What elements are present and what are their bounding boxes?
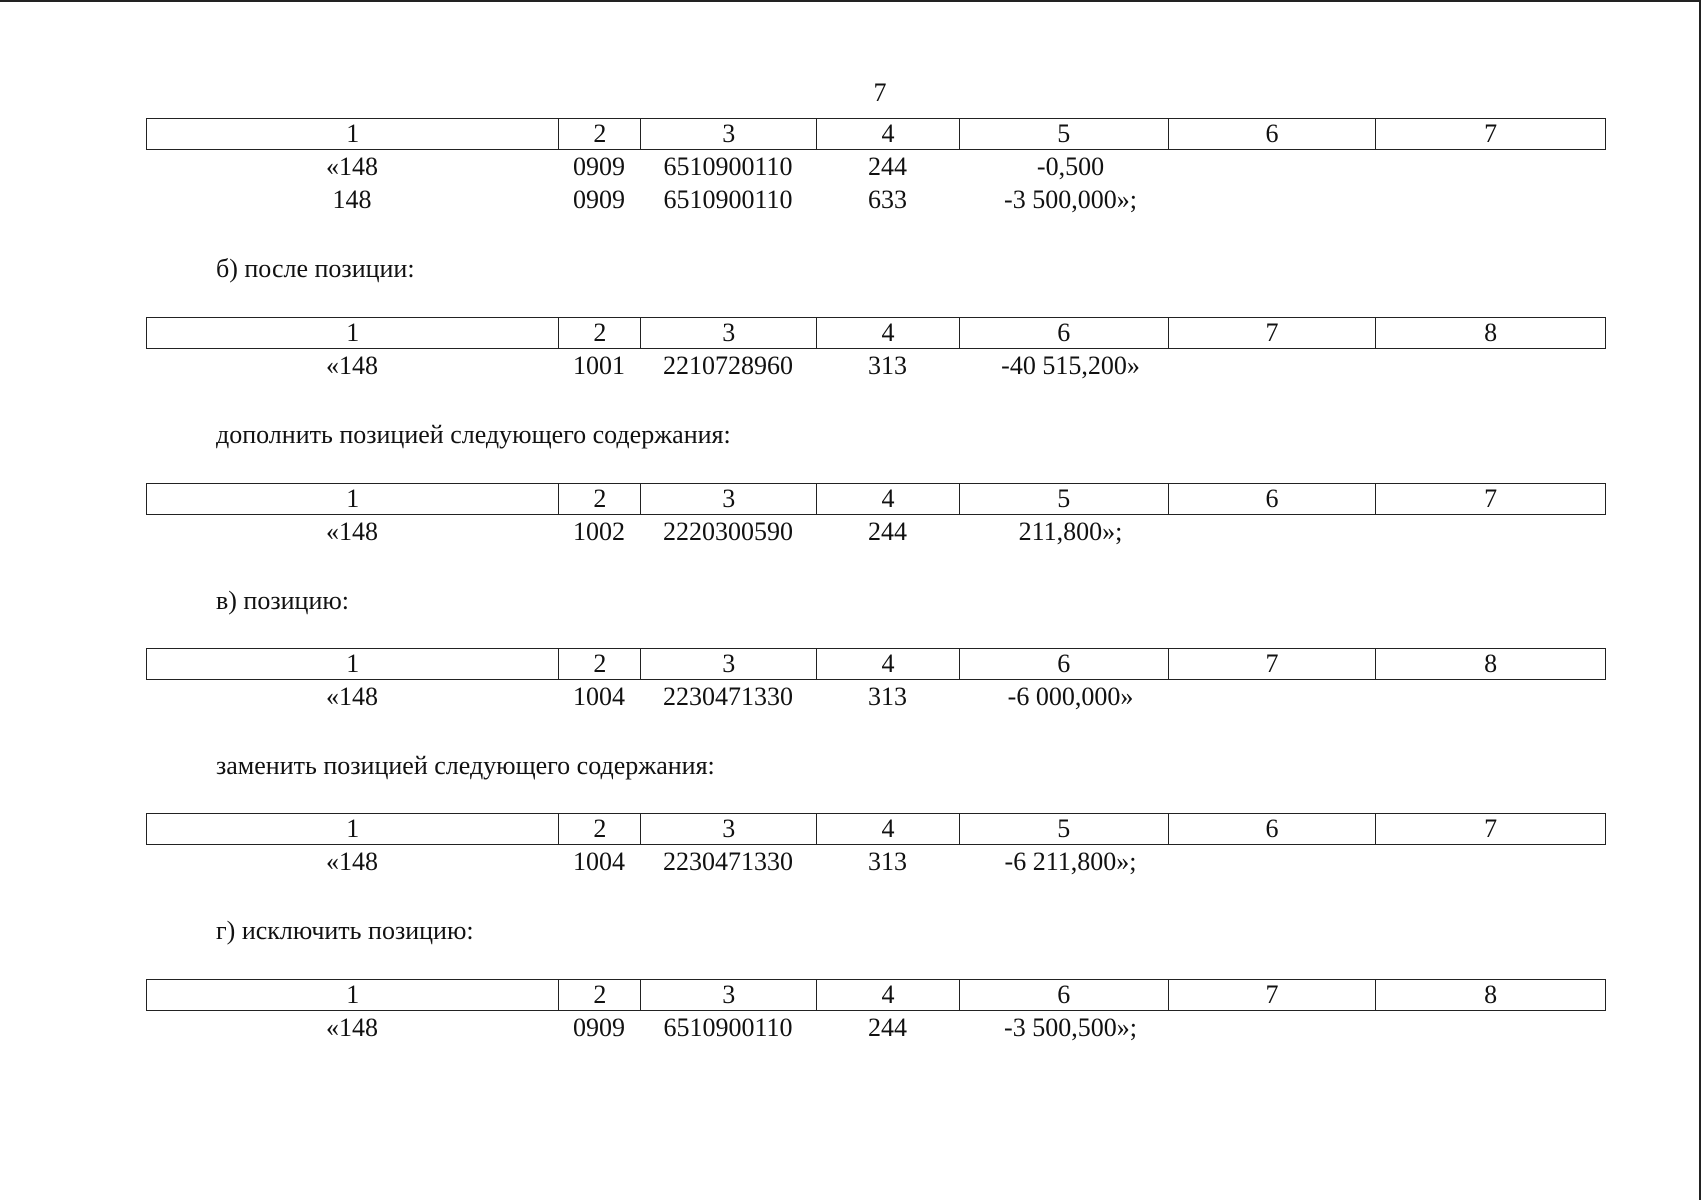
header-cell: 7: [1168, 318, 1376, 348]
paragraph: дополнить позицией следующего содержания:: [216, 420, 731, 449]
header-cell: 4: [816, 318, 959, 348]
header-cell: 1: [346, 980, 360, 1009]
header-cell: 4: [816, 980, 959, 1010]
cell: 6510900110: [663, 152, 793, 181]
header-cell: 7: [1375, 119, 1605, 149]
cell: 2210728960: [663, 351, 793, 380]
header-cell: 7: [1168, 980, 1376, 1010]
paragraph: заменить позицией следующего содержания:: [216, 751, 715, 780]
header-cell: 1: [346, 814, 360, 843]
header-cell: 2: [558, 980, 640, 1010]
header-cell: 1: [346, 649, 360, 678]
header-cell: 3: [640, 649, 816, 679]
table-2: [146, 317, 1606, 382]
table-row: [146, 183, 1606, 216]
cell: 313: [868, 351, 907, 380]
cell: 313: [868, 847, 907, 876]
table-3: [146, 483, 1606, 548]
cell: -6 211,800»;: [1004, 847, 1137, 876]
header-cell: 3: [640, 980, 816, 1010]
cell: 0909: [573, 1013, 625, 1042]
cell: -3 500,000»;: [1004, 185, 1137, 214]
table-4: [146, 648, 1606, 713]
table-header: [146, 979, 1606, 1011]
table-header: [146, 813, 1606, 845]
header-cell: 4: [816, 484, 959, 514]
header-cell: 4: [816, 814, 959, 844]
table-row: [146, 845, 1606, 878]
header-cell: 1: [346, 318, 360, 347]
paragraph: в) позицию:: [216, 586, 350, 615]
header-cell: 8: [1375, 318, 1605, 348]
header-cell: 5: [959, 119, 1168, 149]
cell: 1001: [573, 351, 625, 380]
header-cell: 3: [640, 318, 816, 348]
cell: «148: [326, 1013, 378, 1042]
table-row: [146, 150, 1606, 183]
table-6: [146, 979, 1606, 1044]
cell: 0909: [573, 185, 625, 214]
cell: 148: [332, 185, 372, 214]
header-cell: 3: [640, 484, 816, 514]
cell: 6510900110: [663, 1013, 793, 1042]
table-header: [146, 648, 1606, 680]
header-cell: 2: [558, 318, 640, 348]
cell: -6 000,000»: [1007, 682, 1134, 711]
cell: 0909: [573, 152, 625, 181]
header-cell: 7: [1168, 649, 1376, 679]
header-cell: 7: [1375, 814, 1605, 844]
cell: 2230471330: [663, 682, 793, 711]
header-cell: 1: [346, 484, 360, 513]
cell: -3 500,500»;: [1004, 1013, 1137, 1042]
header-cell: 4: [816, 649, 959, 679]
cell: «148: [326, 351, 378, 380]
header-cell: 6: [1168, 484, 1376, 514]
cell: 2230471330: [663, 847, 793, 876]
header-cell: 8: [1375, 980, 1605, 1010]
cell: 244: [868, 152, 907, 181]
header-cell: 2: [558, 649, 640, 679]
paragraph: г) исключить позицию:: [216, 916, 474, 945]
cell: «148: [326, 152, 378, 181]
cell: 1004: [573, 847, 625, 876]
table-row: [146, 680, 1606, 713]
table-5: [146, 813, 1606, 878]
cell: -0,500: [1036, 152, 1105, 181]
header-cell: 5: [959, 484, 1168, 514]
cell: 2220300590: [663, 517, 793, 546]
cell: -40 515,200»: [1001, 351, 1140, 380]
cell: 211,800»;: [1018, 517, 1123, 546]
header-cell: 6: [959, 318, 1168, 348]
header-cell: 4: [816, 119, 959, 149]
cell: 1002: [573, 517, 625, 546]
table-header: [146, 483, 1606, 515]
header-cell: 6: [959, 980, 1168, 1010]
cell: 1004: [573, 682, 625, 711]
header-cell: 2: [558, 119, 640, 149]
table-row: [146, 515, 1606, 548]
cell: 313: [868, 682, 907, 711]
cell: 244: [868, 517, 907, 546]
table-row: [146, 349, 1606, 382]
table-header: [146, 317, 1606, 349]
header-cell: 1: [346, 119, 360, 148]
header-cell: 8: [1375, 649, 1605, 679]
header-cell: 2: [558, 814, 640, 844]
cell: 6510900110: [663, 185, 793, 214]
header-cell: 6: [1168, 814, 1376, 844]
cell: «148: [326, 517, 378, 546]
cell: «148: [326, 847, 378, 876]
paragraph: б) после позиции:: [216, 254, 415, 283]
page-number: 7: [873, 78, 887, 107]
header-cell: 3: [640, 814, 816, 844]
header-cell: 2: [558, 484, 640, 514]
table-header: [146, 118, 1606, 150]
table-row: [146, 1011, 1606, 1044]
header-cell: 5: [959, 814, 1168, 844]
header-cell: 6: [959, 649, 1168, 679]
cell: «148: [326, 682, 378, 711]
cell: 633: [868, 185, 907, 214]
header-cell: 3: [640, 119, 816, 149]
cell: 244: [868, 1013, 907, 1042]
header-cell: 6: [1168, 119, 1376, 149]
table-1: [146, 118, 1606, 216]
header-cell: 7: [1375, 484, 1605, 514]
